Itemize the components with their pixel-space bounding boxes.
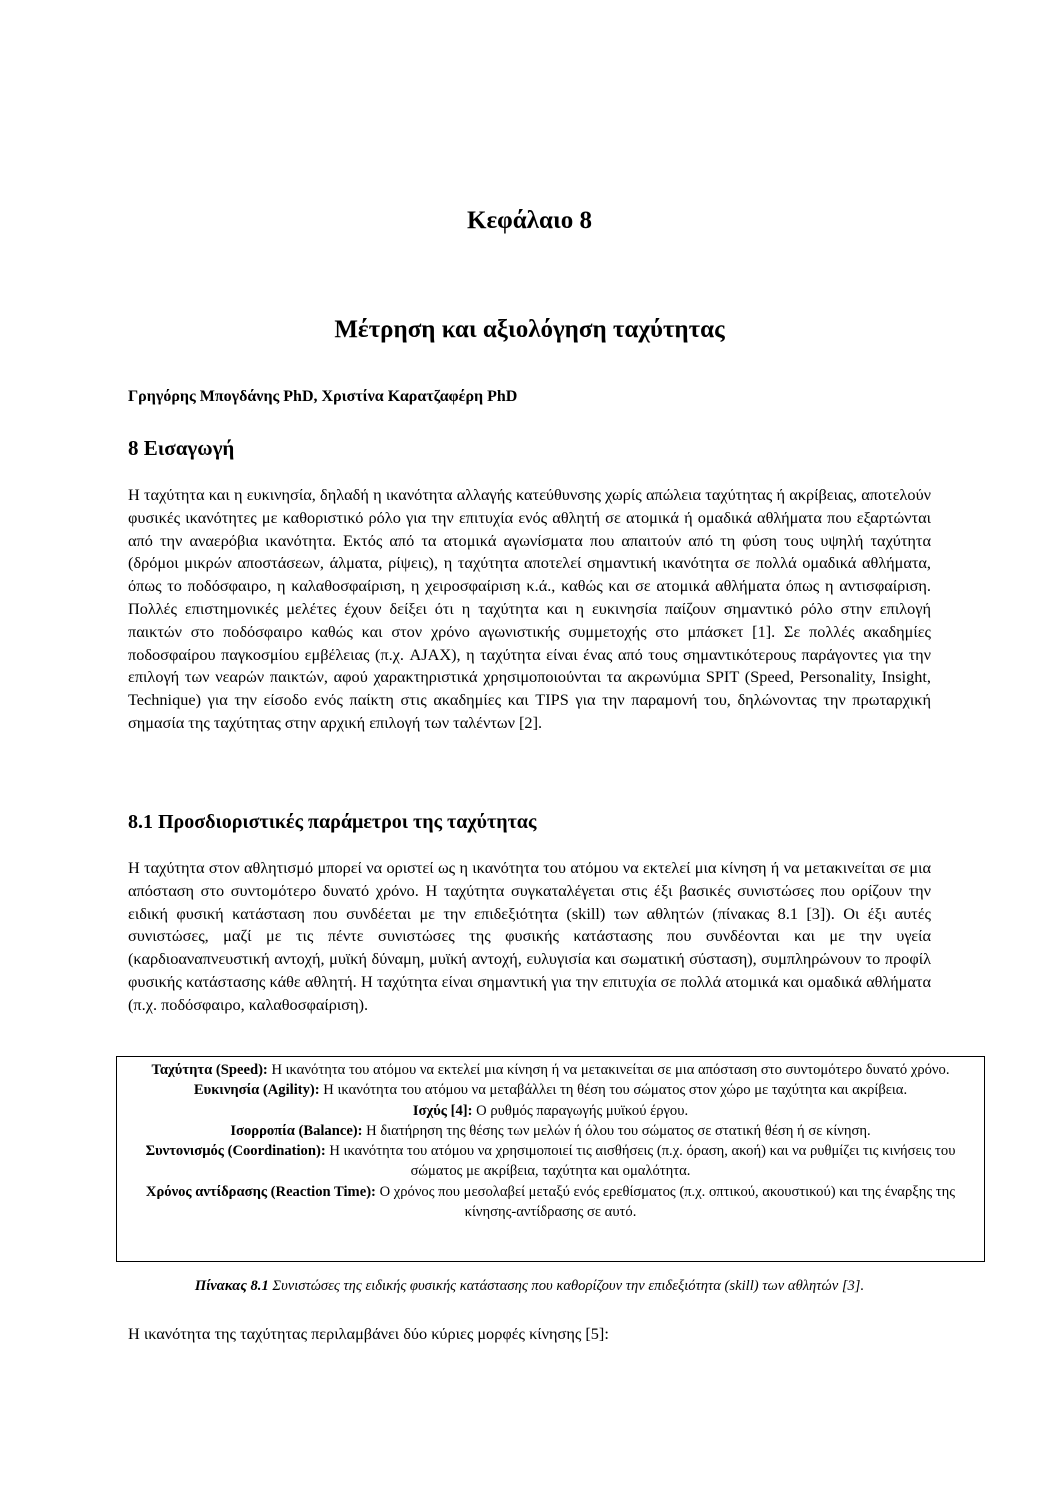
table-term: Ευκινησία (Agility): (193, 1082, 320, 1099)
chapter-title: Μέτρηση και αξιολόγηση ταχύτητας (334, 316, 725, 343)
table-definition: Η ικανότητα του ατόμου να χρησιμοποιεί τις αισθήσεις (π.χ. όραση, ακοή) και να ρυθμίζει τις κινήσεις του σώματος με ακρίβεια, ταχύτητα και ομαλότητα. (325, 1143, 956, 1180)
table-definition: Η ικανότητα του ατόμου να μεταβάλλει τη θέση του σώματος στον χώρο με ταχύτητα και ακρίβεια. (319, 1082, 908, 1099)
table-term: Χρόνος αντίδρασης (Reaction Time): (145, 1183, 376, 1200)
section-heading-8-1: 8.1 Προσδιοριστικές παράμετροι της ταχύτητας (128, 811, 537, 833)
table-row (131, 1101, 970, 1121)
table-definition: Ο ρυθμός παραγωγής μυϊκού έργου. (472, 1102, 689, 1119)
closing-paragraph: Η ικανότητα της ταχύτητας περιλαμβάνει δύο κύριες μορφές κίνησης [5]: (128, 1324, 609, 1343)
table-caption (128, 1276, 931, 1296)
table-row (131, 1080, 970, 1100)
table-row (131, 1121, 970, 1141)
table-caption-text: Συνιστώσες της ειδικής φυσικής κατάστασης που καθορίζουν την επιδεξιότητα (skill) των αθλητών [3]. (268, 1278, 865, 1294)
table-term: Ταχύτητα (Speed): (151, 1062, 268, 1078)
table-term: Ισορροπία (Balance): (230, 1122, 363, 1139)
intro-paragraph: Η ταχύτητα και η ευκινησία, δηλαδή η ικανότητα αλλαγής κατεύθυνσης χωρίς απώλεια ταχύτητας ή ακρίβειας, αποτελούν φυσικές ικανότητες με καθοριστικό ρόλο για την επιτυχία ενός αθλητή σε ατομικά ή ομαδικά αθλήματα που εξαρτώνται από την αναερόβια ικανότητα. Εκτός από τα ατομικά αγωνίσματα που απαιτούν από τη φύση τους υψηλή ταχύτητα (δρόμοι μικρών αποστάσεων, άλματα, ρίψεις), η ταχύτητα αποτελεί σημαντική ικανότητα σε πολλά ομαδικά αθλήματα, όπως το ποδόσφαιρο, η καλαθοσφαίριση, η χειροσφαίριση κ.ά., καθώς και σε ατομικά αθλήματα όπως η αντισφαίριση. Πολλές επιστημονικές μελέτες έχουν δείξει ότι η ταχύτητα και η ευκινησία παίζουν σημαντικό ρόλο στην επιλογή παικτών στο ποδόσφαιρο καθώς και στον χρόνο αγωνιστικής συμμετοχής στο μπάσκετ [1]. Σε πολλές ακαδημίες ποδοσφαίρου παγκοσμίου εμβέλειας (π.χ. AJAX), η ταχύτητα είναι ένας από τους σημαντικότερους παράγοντες για την επιλογή των νεαρών παικτών, αφού χαρακτηριστικά χρησιμοποιούνται τα ακρωνύμια SPIT (Speed, Personality, Insight, Technique) για την είσοδο ενός παίκτη στις ακαδημίες και TIPS για την παραμονή του, δηλώνοντας την πρωταρχική σημασία της ταχύτητας στην αρχική επιλογή των ταλέντων [2]. (128, 485, 931, 732)
chapter-label: Κεφάλαιο 8 (467, 207, 592, 234)
authors: Γρηγόρης Μπογδάνης PhD, Χριστίνα Καρατζαφέρη PhD (128, 388, 518, 405)
table-definition: Η διατήρηση της θέσης των μελών ή όλου του σώματος σε στατική θέση ή σε κίνηση. (362, 1122, 871, 1139)
section-8-1-paragraph: Η ταχύτητα στον αθλητισμό μπορεί να οριστεί ως η ικανότητα του ατόμου να εκτελεί μια κίνηση ή να μετακινείται σε μια απόσταση στο συντομότερο δυνατό χρόνο. Η ταχύτητα συγκαταλέγεται στις έξι βασικές συνιστώσες που ορίζουν την ειδική φυσική κατάσταση που συνδέεται με την επιδεξιότητα (skill) των αθλητών (πίνακας 8.1 [3]). Οι έξι αυτές συνιστώσες, μαζί με τις πέντε συνιστώσες της φυσικής κατάστασης που συνδέονται και με την υγεία (καρδιοαναπνευστική αντοχή, μυϊκή δύναμη, μυϊκή αντοχή, ευλυγισία και σωματική σύσταση), συμπληρώνουν το προφίλ φυσικής κατάστασης κάθε αθλητή. Η ταχύτητα είναι σημαντική για την επιτυχία σε πολλά ατομικά και ομαδικά αθλήματα (π.χ. ποδόσφαιρο, καλαθοσφαίριση). (128, 858, 931, 1014)
table-row (131, 1182, 970, 1223)
table-definition: Η ικανότητα του ατόμου να εκτελεί μια κίνηση ή να μετακινείται σε μια απόσταση στο συντομότερο δυνατό χρόνο. (267, 1062, 950, 1078)
section-heading-intro: 8 Εισαγωγή (128, 436, 235, 460)
table-caption-label: Πίνακας 8.1 (194, 1278, 269, 1294)
table-row (131, 1141, 970, 1182)
definitions-table (116, 1056, 985, 1262)
table-row (131, 1060, 970, 1080)
table-term: Ισχύς [4]: (412, 1102, 473, 1119)
table-definition: Ο χρόνος που μεσολαβεί μεταξύ ενός ερεθίσματος (π.χ. οπτικού, ακουστικού) και της έναρξης της κίνησης-αντίδρασης σε αυτό. (375, 1183, 956, 1221)
table-term: Συντονισμός (Coordination): (145, 1143, 326, 1160)
